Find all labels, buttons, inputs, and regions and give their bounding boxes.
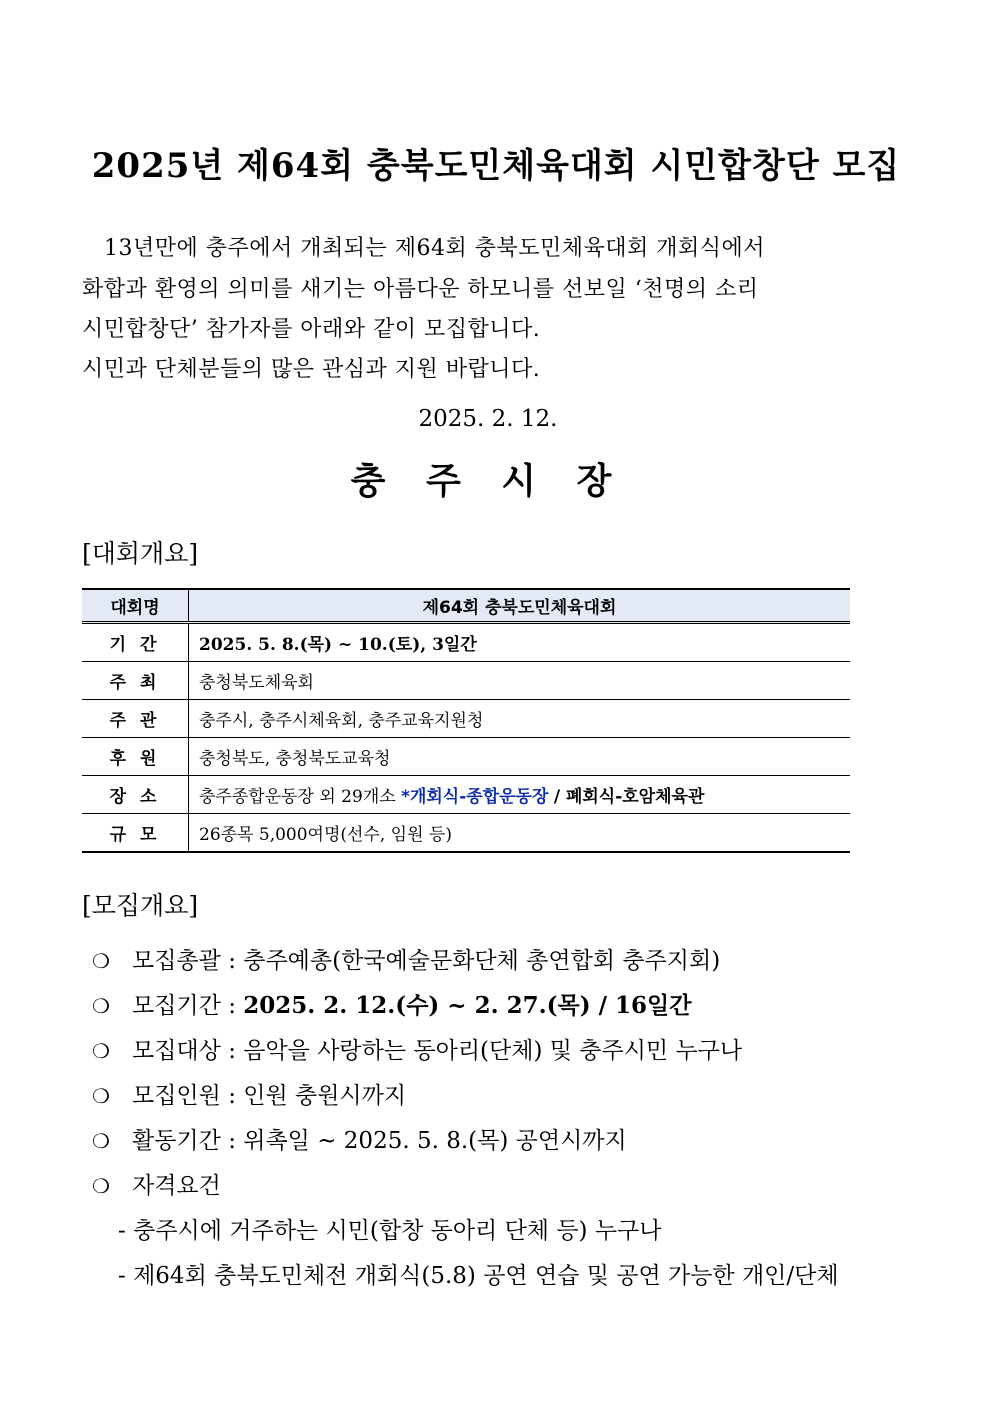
section-heading-overview: [대회개요] [82,539,199,568]
row-value: 충주시, 충주시체육회, 충주교육지원청 [189,700,851,738]
venue-main: 충주종합운동장 외 29개소 [199,787,396,807]
row-value: 충청북도, 충청북도교육청 [189,738,851,776]
item-sep: : [228,948,236,974]
issuer: 충 주 시 장 [350,460,626,502]
item-label: 자격요건 [132,1173,221,1199]
row-value: 26종목 5,000여명(선수, 임원 등) [189,814,851,853]
overview-table [82,588,850,853]
row-key: 기 간 [82,623,189,662]
venue-closing: / 폐회식-호암체육관 [553,787,705,807]
row-key: 장 소 [82,776,189,814]
row-key: 주 최 [82,662,189,700]
item-sep: : [228,1128,236,1154]
table-row [82,776,850,814]
page-title: 2025년 제64회 충북도민체육대회 시민합창단 모집 [91,146,901,186]
circle-bullet-icon: ❍ [92,1174,110,1198]
table-header-key: 대회명 [82,589,189,623]
item-sep: : [228,1083,236,1109]
requirement-item: - 제64회 충북도민체전 개회식(5.8) 공연 연습 및 공연 가능한 개인/단체 [118,1263,839,1289]
table-row [82,814,850,853]
table-row [82,662,850,700]
table-row [82,623,850,662]
circle-bullet-icon: ❍ [92,1039,110,1063]
intro-line-2: 화합과 환영의 의미를 새기는 아름다운 하모니를 선보일 ‘천명의 소리 [82,277,759,302]
item-label: 모집기간 [132,993,221,1019]
list-item [92,987,691,1020]
table-header-row [82,589,850,623]
table-row [82,738,850,776]
circle-bullet-icon: ❍ [92,949,110,973]
intro-line-1: 13년만에 충주에서 개최되는 제64회 충북도민체육대회 개회식에서 [104,236,766,261]
item-sep: : [228,993,236,1019]
row-value: 충청북도체육회 [189,662,851,700]
list-item [92,1122,627,1155]
intro-line-4: 시민과 단체분들의 많은 관심과 지원 바랍니다. [82,357,541,382]
requirement-item: - 충주시에 거주하는 시민(합창 동아리 단체 등) 누구나 [118,1218,662,1244]
table-header-value: 제64회 충북도민체육대회 [189,589,851,623]
row-key: 규 모 [82,814,189,853]
row-key: 후 원 [82,738,189,776]
list-item [92,942,720,975]
item-value: 2025. 2. 12.(수) ~ 2. 27.(목) / 16일간 [243,992,692,1019]
table-row [82,700,850,738]
item-label: 활동기간 [132,1128,221,1154]
item-value: 충주예총(한국예술문화단체 총연합회 충주지회) [243,948,721,974]
row-key: 주 관 [82,700,189,738]
list-item [92,1077,406,1110]
section-heading-recruit: [모집개요] [82,891,199,920]
item-value: 인원 충원시까지 [243,1083,407,1109]
item-label: 모집인원 [132,1083,221,1109]
circle-bullet-icon: ❍ [92,1084,110,1108]
item-sep: : [228,1038,236,1064]
announcement-date: 2025. 2. 12. [418,406,558,432]
item-label: 모집총괄 [132,948,221,974]
row-value: 2025. 5. 8.(목) ~ 10.(토), 3일간 [189,623,851,662]
venue-opening-highlight: *개회식-종합운동장 [401,787,549,807]
item-value: 음악을 사랑하는 동아리(단체) 및 충주시민 누구나 [243,1038,743,1064]
item-value: 위촉일 ~ 2025. 5. 8.(목) 공연시까지 [243,1128,627,1154]
circle-bullet-icon: ❍ [92,1129,110,1153]
circle-bullet-icon: ❍ [92,994,110,1018]
row-value-venue [189,776,851,814]
item-label: 모집대상 [132,1038,221,1064]
intro-line-3: 시민합창단’ 참가자를 아래와 같이 모집합니다. [82,317,541,342]
list-item [92,1032,742,1065]
list-item [92,1167,221,1200]
